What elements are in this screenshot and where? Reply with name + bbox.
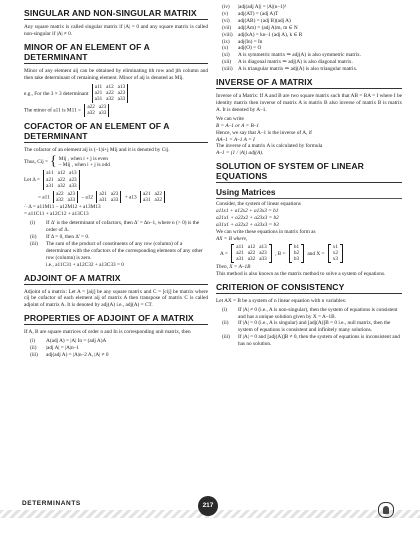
section-title-adjoint: ADJOINT OF A MATRIX [24, 273, 208, 285]
list-item: (ii) |adj A| = |A|n–1 [30, 345, 79, 352]
matrix-table: b1 b2 b3 [293, 243, 300, 263]
list-item: (i) A(adj A) = |A| In = (adj A)A [30, 338, 107, 345]
list-item: (iv) |adj(adj A)| = |A|(n–1)² [222, 4, 287, 10]
minor-m11 [24, 104, 208, 117]
cofactor-case-odd: – Mij , when i + j is odd [58, 162, 110, 169]
expand-minor-1 [53, 191, 78, 204]
list-item: i.e., a11C31 + a12C32 + a13C33 = 0 [46, 261, 124, 268]
cofactor-notes [24, 220, 208, 268]
subsection-using-matrices: Using Matrices [216, 187, 402, 199]
delta-matrix [43, 170, 80, 189]
list-item: (ix) adj(In) = In [222, 38, 263, 45]
matrix-a [231, 244, 272, 263]
linear-matrices [216, 244, 402, 263]
cofactor-thus: Thus, Cij = [24, 159, 49, 166]
inverse-l5: The inverse of a matrix A is calculated by formula [216, 143, 323, 150]
expand-a11: = a11 [38, 194, 50, 201]
page-footer [0, 496, 420, 542]
page-number: 217 [198, 496, 218, 516]
expand-a13: + a13 [124, 194, 137, 201]
left-column [24, 4, 208, 359]
list-item: (i) If |A| ≠ 0 (i.e., A is non-singular), then the system of equations is consistent and has a unique solution given by X = A–1B. [222, 306, 398, 320]
minor-m11-label: The minor of a11 is M11 = [24, 107, 82, 114]
list-item: (xii) A is diagonal matrix ⇒ adj(A) is also diagonal matrix. [222, 59, 353, 66]
section-title-linear-equations: SOLUTION OF SYSTEM OF LINEAR EQUATIONS [216, 161, 402, 183]
let-label: Let Δ = [24, 177, 40, 184]
inverse-formula: A–1 = (1 / |A|) adj(A). [216, 150, 264, 157]
b-label: , B = [275, 250, 286, 257]
linear-axb: AX = B where, [216, 235, 248, 242]
matrix-x [328, 244, 343, 263]
inverse-l3: Hence, we say that A–1 is the inverse of A, if [216, 129, 312, 136]
list-item: (iii) If |A| = 0 and [adj(A)]B ≠ 0, then the system of equations is inconsistent and has no solution. [222, 334, 400, 348]
publisher-logo-icon [378, 502, 394, 518]
adjoint-text: Adjoint of a matrix: Let A = [aij] be any square matrix and C = [cij] be matrix where cij be cofactor of each element aij of matrix A then transpose of matrix C is called adjoint of matrix A. It is denoted by adj(A) i.e., adj(A) = CT. [24, 288, 208, 309]
consistency-text: Let AX = B be a system of n linear equation with n variables: [216, 297, 347, 304]
cofactor-expansion [24, 191, 208, 204]
matrix-b [289, 244, 304, 263]
linear-then: Then, X = A–1B [216, 263, 251, 270]
brace-icon: { [50, 154, 57, 170]
cofactor-let [24, 170, 208, 189]
expand-minor-3 [140, 191, 165, 204]
matrix-table: x1 x2 x3 [332, 243, 338, 263]
minor-example [24, 84, 208, 103]
minor-matrix-3x3 [92, 84, 129, 103]
inverse-l2: B = A–1 or A = B–1 [216, 122, 260, 129]
adjoint-properties-continued [216, 4, 402, 73]
list-item: (ii) If Δ = 0, then Δ' = 0. [30, 234, 90, 241]
list-item: (xi) A is symmetric matrix ⇒ adj(A) is also symmetric matrix. [222, 52, 362, 59]
linear-eq-2: a21x1 + a22x2 + a23x3 = b2 [216, 215, 279, 222]
list-item: (viii) adj(kA) = kn–1 (adj A), k ∈ R [222, 31, 303, 38]
matrix-table: a11 a12 a13 a21 a22 a23 a31 a32 a33 [94, 83, 126, 103]
cofactor-line-m: ∴ Δ = a11M11 – a12M12 + a13M13 [24, 204, 101, 211]
matrix-table: a11 a12 a13 a21 a22 a23 a31 a32 a33 [236, 243, 267, 263]
section-title-minor: MINOR OF AN ELEMENT OF A DETERMINANT [24, 42, 208, 64]
adjoint-properties-list [24, 338, 208, 359]
section-title-consistency: CRITERION OF CONSISTENCY [216, 282, 402, 294]
right-column [216, 4, 402, 348]
linear-eq-3: a31x1 + a32x2 + a33x3 = b3 [216, 221, 279, 228]
list-item: (v) adj(AT) = (adj A)T [222, 10, 279, 17]
section-title-cofactor: COFACTOR OF AN ELEMENT OF A DETERMINANT [24, 121, 208, 143]
cofactor-cases [24, 156, 208, 170]
list-item: (vi) adj(AB) = (adj B)(adj A) [222, 17, 291, 24]
consistency-list [216, 307, 402, 348]
adjoint-properties-text: If A, B are square matrices of order n and In is corresponding unit matrix, then [24, 329, 191, 336]
section-title-adjoint-properties: PROPERTIES OF ADJOINT OF A MATRIX [24, 313, 208, 325]
linear-known: This method is also known as the matrix method to solve a system of equations. [216, 270, 386, 277]
minor-matrix-2x2 [84, 104, 109, 117]
linear-write: We can write these equations in matrix form as [216, 228, 316, 235]
list-item: (vii) adj(Am) = (adj A)m, m ∈ N [222, 24, 298, 31]
singular-text: Any square matrix is called singular matrix if |A| = 0 and any square matrix is called non-singular if |A| ≠ 0. [24, 24, 208, 37]
footer-chapter-label: DETERMINANTS [22, 500, 81, 507]
matrix-table: a21 a22 a31 a32 [143, 190, 162, 203]
section-title-inverse: INVERSE OF A MATRIX [216, 77, 402, 89]
a-label: A = [220, 250, 228, 257]
linear-intro: Consider, the system of linear equations [216, 201, 301, 208]
matrix-table: a22 a23 a32 a33 [87, 103, 107, 117]
minor-text: Minor of any element aij can be obtained by eliminating ith row and jth column and then take determinant of remaining element. Minor of aij is denoted as Mij. [24, 67, 208, 81]
inverse-l4: AA–1 = A–1 A = I [216, 136, 255, 143]
inverse-text: Inverse of a Matrix: If A and B are two square matrix such that AB = BA = I where I be identity matrix then inverse of matrix A is matrix B also inverse of matrix B is matrix A. It is denoted by A–1. [216, 93, 402, 113]
matrix-table: a11 a12 a13 a21 a22 a23 a31 a32 a33 [46, 170, 77, 190]
list-item: (xiii) A is triangular matrix ⇒ adj(A) is also triangular matrix. [222, 66, 358, 73]
expand-minor-2 [96, 191, 121, 204]
list-item: (iii) adj(adj A) = |A|n–2 A, |A| ≠ 0 [30, 352, 109, 358]
x-label: and X = [307, 250, 325, 257]
cofactor-line-c: = a11C11 + a12C12 + a13C13 [24, 211, 89, 218]
matrix-table: a22 a23 a32 a33 [56, 190, 76, 203]
matrix-table: a21 a23 a31 a33 [99, 190, 119, 203]
list-item: (iii) The sum of the product of constituents of any row (column) of a determinant with the cofactors of the corresponding elements of any other row (column) is zero. [30, 240, 203, 261]
cofactor-text: The cofactor of an element aij is (–1)i+j Mij and it is denoted by Cij. [24, 146, 170, 153]
inverse-l1: We can write [216, 115, 244, 122]
cofactor-case-even: Mij , when i + j is even [58, 155, 108, 162]
expand-a12: – a12 [81, 194, 94, 201]
list-item: (i) If Δ' is the determinant of cofactors, then Δ' = Δn–1, where n (> 0) is the order of Δ. [30, 220, 200, 234]
linear-eq-1: a11x1 + a12x2 + a13x3 = b1 [216, 208, 279, 215]
section-title-singular: SINGULAR AND NON-SINGULAR MATRIX [24, 8, 208, 20]
list-item: (x) adj(O) = O [222, 45, 262, 52]
minor-eg-label: e.g., For the 3 × 3 determinant [24, 90, 89, 97]
list-item: (ii) If |A| = 0 (i.e., A is singular) and [adj(A)]B = 0 i.e., null matrix, then the system of equations is consistent and infinitely many solutions. [222, 320, 391, 334]
